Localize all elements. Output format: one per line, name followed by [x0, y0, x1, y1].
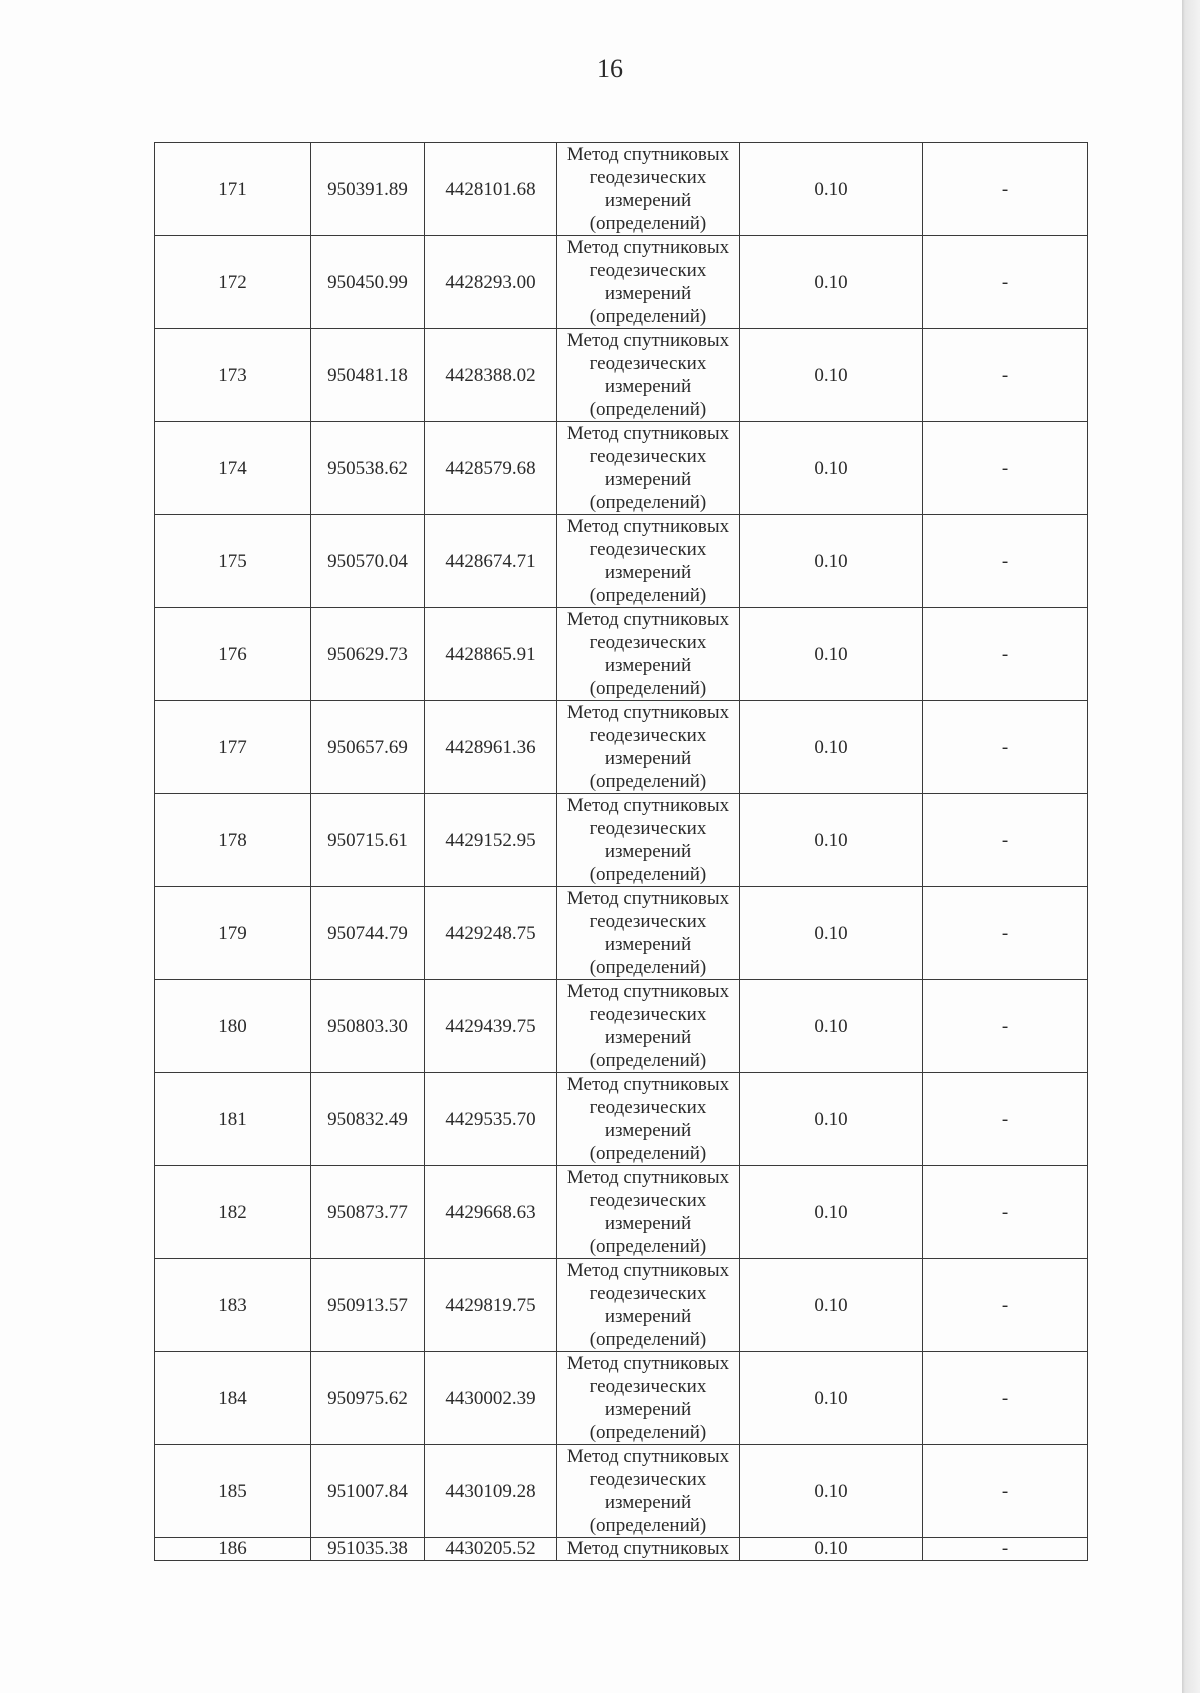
- note-cell: -: [923, 887, 1088, 980]
- y-coordinate-cell: 4428961.36: [425, 701, 557, 794]
- y-coordinate-cell: 4428865.91: [425, 608, 557, 701]
- x-coordinate-cell: 950715.61: [311, 794, 425, 887]
- note-cell: -: [923, 422, 1088, 515]
- table-row: [155, 608, 1088, 701]
- accuracy-cell: 0.10: [740, 1166, 923, 1259]
- accuracy-cell: 0.10: [740, 608, 923, 701]
- table-row: [155, 329, 1088, 422]
- page-number: 16: [597, 54, 623, 83]
- table-row: [155, 1073, 1088, 1166]
- y-coordinate-cell: 4428388.02: [425, 329, 557, 422]
- note-cell: -: [923, 1166, 1088, 1259]
- point-number-cell: 186: [155, 1538, 311, 1561]
- note-cell: -: [923, 515, 1088, 608]
- method-cell: Метод спутниковых геодезических измерений (определений): [557, 701, 740, 794]
- x-coordinate-cell: 950538.62: [311, 422, 425, 515]
- note-cell: -: [923, 608, 1088, 701]
- table-row: [155, 887, 1088, 980]
- y-coordinate-cell: 4430205.52: [425, 1538, 557, 1561]
- table-row: [155, 422, 1088, 515]
- scan-page-edge: [1182, 0, 1200, 1693]
- x-coordinate-cell: 951035.38: [311, 1538, 425, 1561]
- x-coordinate-cell: 950481.18: [311, 329, 425, 422]
- accuracy-cell: 0.10: [740, 794, 923, 887]
- x-coordinate-cell: 950391.89: [311, 143, 425, 236]
- table-row: [155, 1445, 1088, 1538]
- point-number-cell: 185: [155, 1445, 311, 1538]
- y-coordinate-cell: 4429248.75: [425, 887, 557, 980]
- table-row: [155, 1259, 1088, 1352]
- method-cell: Метод спутниковых геодезических измерений (определений): [557, 1166, 740, 1259]
- coordinates-table: [154, 142, 1088, 1561]
- accuracy-cell: 0.10: [740, 236, 923, 329]
- method-cell: Метод спутниковых: [557, 1538, 740, 1561]
- x-coordinate-cell: 950744.79: [311, 887, 425, 980]
- accuracy-cell: 0.10: [740, 887, 923, 980]
- y-coordinate-cell: 4429535.70: [425, 1073, 557, 1166]
- x-coordinate-cell: 950803.30: [311, 980, 425, 1073]
- point-number-cell: 171: [155, 143, 311, 236]
- accuracy-cell: 0.10: [740, 422, 923, 515]
- method-cell: Метод спутниковых геодезических измерений (определений): [557, 1445, 740, 1538]
- method-cell: Метод спутниковых геодезических измерений (определений): [557, 1073, 740, 1166]
- accuracy-cell: 0.10: [740, 701, 923, 794]
- point-number-cell: 183: [155, 1259, 311, 1352]
- method-cell: Метод спутниковых геодезических измерений (определений): [557, 794, 740, 887]
- point-number-cell: 178: [155, 794, 311, 887]
- x-coordinate-cell: 950629.73: [311, 608, 425, 701]
- method-cell: Метод спутниковых геодезических измерений (определений): [557, 1352, 740, 1445]
- point-number-cell: 176: [155, 608, 311, 701]
- method-cell: Метод спутниковых геодезических измерений (определений): [557, 980, 740, 1073]
- table-row: [155, 515, 1088, 608]
- y-coordinate-cell: 4429439.75: [425, 980, 557, 1073]
- x-coordinate-cell: 950450.99: [311, 236, 425, 329]
- table-row: [155, 701, 1088, 794]
- note-cell: -: [923, 1445, 1088, 1538]
- point-number-cell: 177: [155, 701, 311, 794]
- point-number-cell: 180: [155, 980, 311, 1073]
- method-cell: Метод спутниковых геодезических измерений (определений): [557, 515, 740, 608]
- x-coordinate-cell: 950657.69: [311, 701, 425, 794]
- accuracy-cell: 0.10: [740, 980, 923, 1073]
- accuracy-cell: 0.10: [740, 1352, 923, 1445]
- table-row: [155, 1166, 1088, 1259]
- y-coordinate-cell: 4429819.75: [425, 1259, 557, 1352]
- note-cell: -: [923, 1352, 1088, 1445]
- method-cell: Метод спутниковых геодезических измерений (определений): [557, 236, 740, 329]
- method-cell: Метод спутниковых геодезических измерений (определений): [557, 608, 740, 701]
- accuracy-cell: 0.10: [740, 143, 923, 236]
- method-cell: Метод спутниковых геодезических измерений (определений): [557, 422, 740, 515]
- method-cell: Метод спутниковых геодезических измерений (определений): [557, 1259, 740, 1352]
- x-coordinate-cell: 950570.04: [311, 515, 425, 608]
- y-coordinate-cell: 4429668.63: [425, 1166, 557, 1259]
- y-coordinate-cell: 4429152.95: [425, 794, 557, 887]
- accuracy-cell: 0.10: [740, 1259, 923, 1352]
- table-row: [155, 1352, 1088, 1445]
- y-coordinate-cell: 4430109.28: [425, 1445, 557, 1538]
- note-cell: -: [923, 1073, 1088, 1166]
- y-coordinate-cell: 4428674.71: [425, 515, 557, 608]
- table-row: [155, 236, 1088, 329]
- note-cell: -: [923, 794, 1088, 887]
- point-number-cell: 175: [155, 515, 311, 608]
- y-coordinate-cell: 4428293.00: [425, 236, 557, 329]
- accuracy-cell: 0.10: [740, 1538, 923, 1561]
- accuracy-cell: 0.10: [740, 1073, 923, 1166]
- point-number-cell: 184: [155, 1352, 311, 1445]
- x-coordinate-cell: 950913.57: [311, 1259, 425, 1352]
- note-cell: -: [923, 701, 1088, 794]
- note-cell: -: [923, 143, 1088, 236]
- table-row: [155, 794, 1088, 887]
- y-coordinate-cell: 4428579.68: [425, 422, 557, 515]
- accuracy-cell: 0.10: [740, 515, 923, 608]
- accuracy-cell: 0.10: [740, 1445, 923, 1538]
- point-number-cell: 181: [155, 1073, 311, 1166]
- note-cell: -: [923, 329, 1088, 422]
- point-number-cell: 182: [155, 1166, 311, 1259]
- x-coordinate-cell: 951007.84: [311, 1445, 425, 1538]
- x-coordinate-cell: 950975.62: [311, 1352, 425, 1445]
- y-coordinate-cell: 4428101.68: [425, 143, 557, 236]
- x-coordinate-cell: 950832.49: [311, 1073, 425, 1166]
- method-cell: Метод спутниковых геодезических измерений (определений): [557, 329, 740, 422]
- accuracy-cell: 0.10: [740, 329, 923, 422]
- note-cell: -: [923, 1259, 1088, 1352]
- note-cell: -: [923, 980, 1088, 1073]
- method-cell: Метод спутниковых геодезических измерений (определений): [557, 887, 740, 980]
- table-row: [155, 980, 1088, 1073]
- coordinates-table-body: [155, 143, 1088, 1561]
- x-coordinate-cell: 950873.77: [311, 1166, 425, 1259]
- note-cell: -: [923, 236, 1088, 329]
- point-number-cell: 172: [155, 236, 311, 329]
- point-number-cell: 174: [155, 422, 311, 515]
- point-number-cell: 173: [155, 329, 311, 422]
- method-cell: Метод спутниковых геодезических измерений (определений): [557, 143, 740, 236]
- note-cell: -: [923, 1538, 1088, 1561]
- point-number-cell: 179: [155, 887, 311, 980]
- table-row: [155, 143, 1088, 236]
- y-coordinate-cell: 4430002.39: [425, 1352, 557, 1445]
- table-row: [155, 1538, 1088, 1561]
